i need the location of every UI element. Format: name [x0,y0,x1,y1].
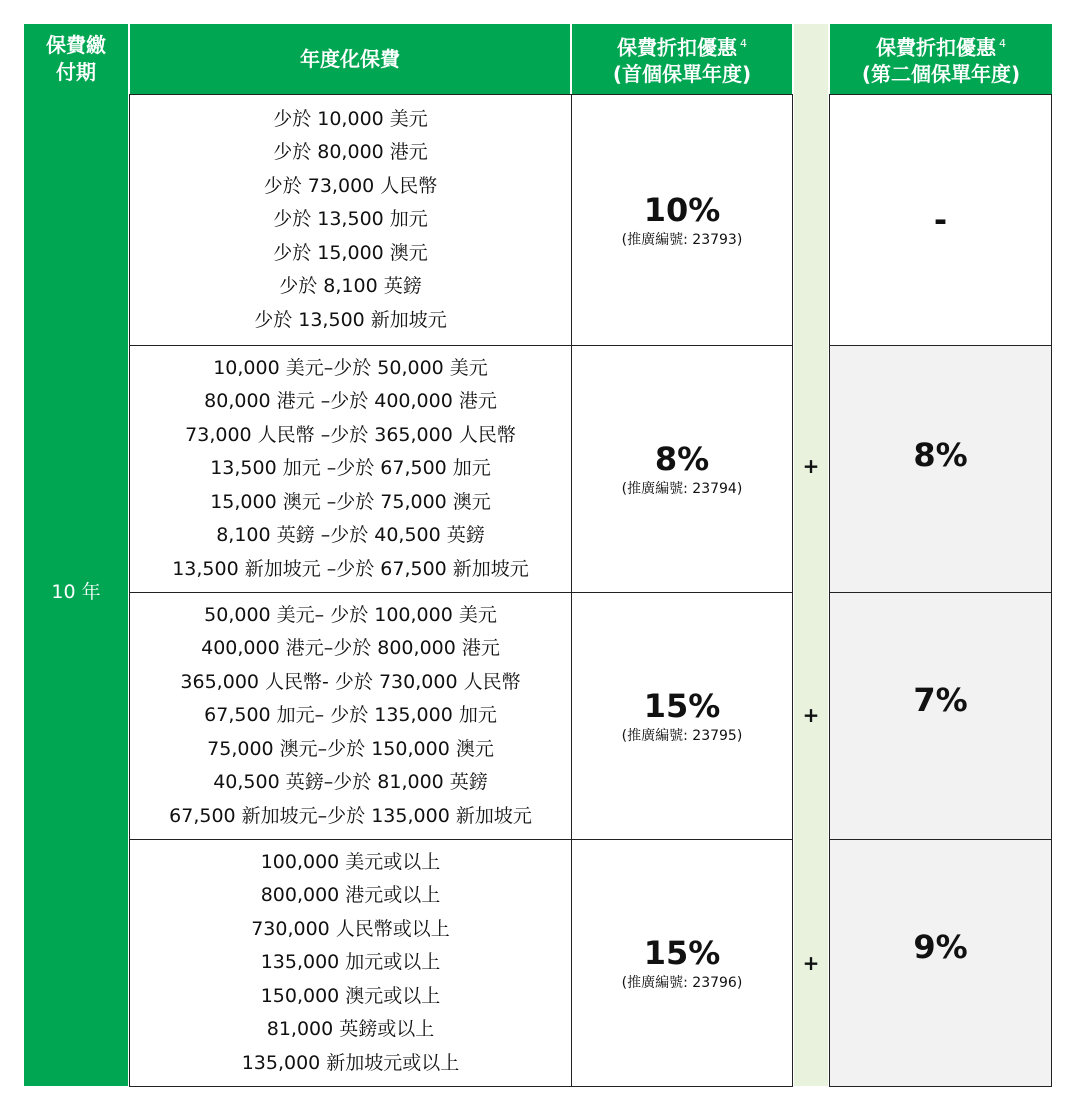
premium-line: 150,000 澳元或以上 [260,984,441,1007]
discount-percent: 10% [643,191,721,229]
plus-sign-row-2: + [802,454,820,478]
footnote-marker: 4 [999,36,1006,50]
premium-line: 81,000 英鎊或以上 [266,1018,435,1041]
first-year-discount-row-3 [571,592,793,840]
premium-line: 少於 13,500 加元 [273,208,428,231]
header-first-year-discount [572,24,792,94]
first-year-discount-row-2 [571,345,793,593]
premium-line: 800,000 港元或以上 [260,884,441,907]
plus-column [794,24,828,1086]
premium-line: 少於 13,500 新加坡元 [254,308,447,331]
plus-sign-row-3: + [802,703,820,727]
term-cell [24,94,128,1086]
header-second-line1: 保費折扣優惠 [876,35,996,60]
premium-cell-row-4 [129,839,572,1087]
premium-line: 少於 80,000 港元 [273,141,428,164]
premium-line: 73,000 人民幣 –少於 365,000 人民幣 [185,423,516,446]
first-year-discount-row-4 [571,839,793,1087]
premium-line: 67,500 新加坡元–少於 135,000 新加坡元 [169,804,532,827]
promo-code: (推廣編號: 23794) [621,481,743,497]
premium-line: 少於 8,100 英鎊 [279,275,422,298]
premium-line: 400,000 港元–少於 800,000 港元 [201,637,500,660]
premium-line: 15,000 澳元 –少於 75,000 澳元 [210,490,491,513]
header-term [24,24,128,94]
discount-percent: 8% [654,440,710,478]
discount-percent: 15% [643,934,721,972]
premium-line: 少於 10,000 美元 [273,107,428,130]
promo-code: (推廣編號: 23793) [621,232,743,248]
promo-code: (推廣編號: 23796) [621,975,743,991]
premium-line: 13,500 新加坡元 –少於 67,500 新加坡元 [172,557,529,580]
premium-line: 365,000 人民幣- 少於 730,000 人民幣 [180,670,521,693]
premium-line: 少於 15,000 澳元 [273,241,428,264]
premium-line: 8,100 英鎊 –少於 40,500 英鎊 [216,524,485,547]
header-term-line2: 付期 [56,60,96,84]
premium-cell-row-2 [129,345,572,593]
premium-line: 100,000 美元或以上 [260,850,441,873]
header-second-line2: (第二個保單年度) [861,62,1021,87]
first-year-discount-row-1 [571,94,793,346]
premium-line: 135,000 加元或以上 [260,951,441,974]
premium-cell-row-3 [129,592,572,840]
header-premium [130,24,570,94]
premium-line: 80,000 港元 –少於 400,000 港元 [204,390,497,413]
second-year-discount-row-2: 8% [829,345,1052,593]
premium-line: 730,000 人民幣或以上 [251,917,450,940]
premium-line: 50,000 美元– 少於 100,000 美元 [204,603,497,626]
premium-line: 40,500 英鎊–少於 81,000 英鎊 [213,771,488,794]
header-second-year-discount [830,24,1052,94]
header-first-line2: (首個保單年度) [612,62,752,87]
premium-line: 少於 73,000 人民幣 [263,174,438,197]
second-year-discount-row-1: - [829,94,1052,346]
premium-line: 10,000 美元–少於 50,000 美元 [213,356,488,379]
plus-sign-row-4: + [802,951,820,975]
premium-line: 135,000 新加坡元或以上 [241,1051,460,1074]
second-year-discount-row-4: 9% [829,839,1052,1087]
premium-line: 13,500 加元 –少於 67,500 加元 [210,457,491,480]
header-premium-label: 年度化保費 [300,46,400,71]
header-first-line1: 保費折扣優惠 [617,35,737,60]
header-term-line1: 保費繳 [46,33,106,57]
footnote-marker: 4 [740,36,747,50]
term-value: 10 年 [51,580,101,603]
discount-percent: 15% [643,687,721,725]
second-year-discount-row-3: 7% [829,592,1052,840]
premium-cell-row-1 [129,94,572,346]
premium-line: 67,500 加元– 少於 135,000 加元 [204,704,497,727]
premium-line: 75,000 澳元–少於 150,000 澳元 [207,737,494,760]
promo-code: (推廣編號: 23795) [621,728,743,744]
